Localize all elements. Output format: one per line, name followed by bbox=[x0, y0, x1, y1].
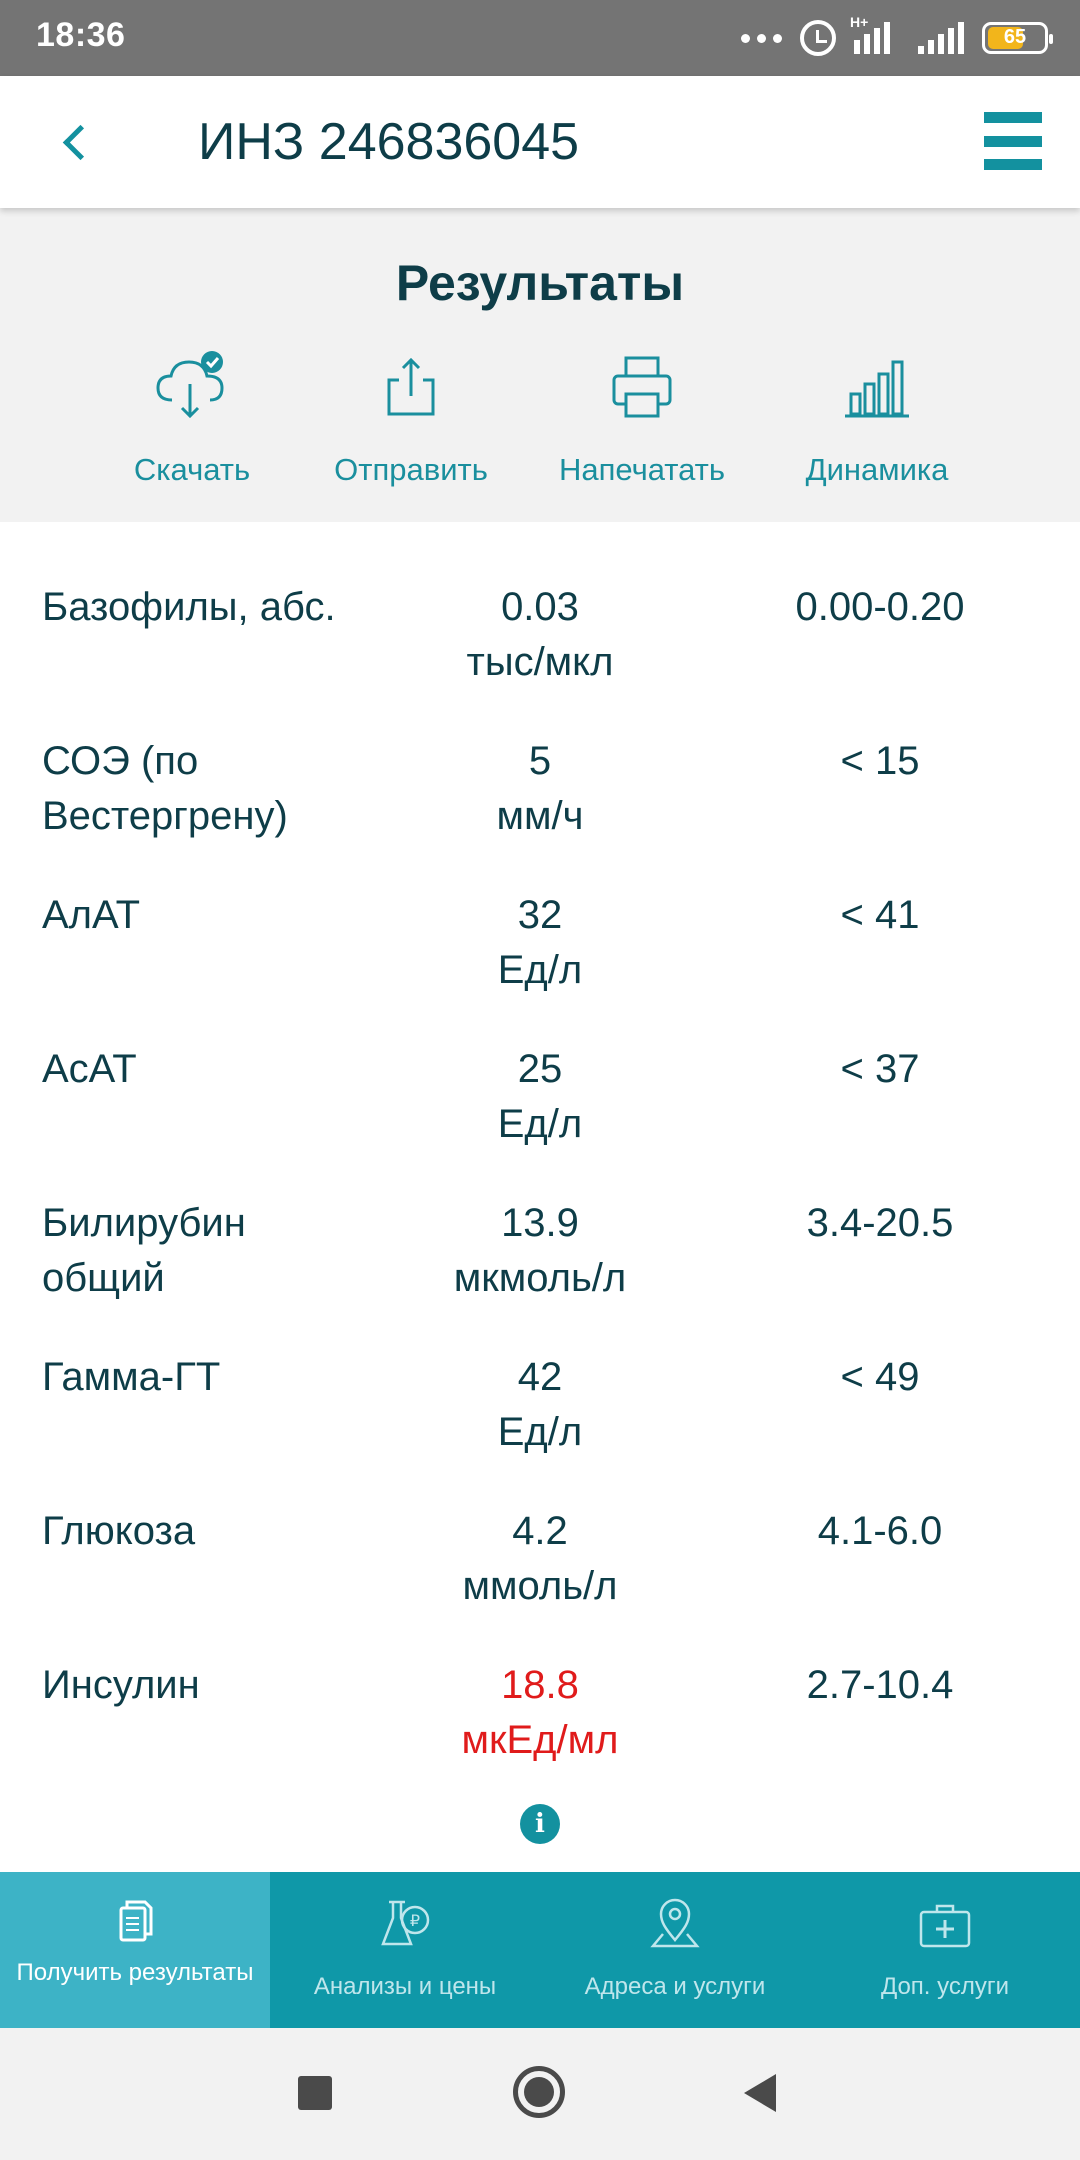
download-label: Скачать bbox=[133, 452, 251, 487]
nav-label: Адреса и услуги bbox=[584, 1973, 766, 2000]
nav-extra-services[interactable] bbox=[810, 1872, 1080, 2028]
value-unit: мм/ч bbox=[496, 794, 584, 838]
medkit-icon bbox=[915, 1894, 975, 1954]
result-value bbox=[390, 734, 690, 844]
info-icon[interactable]: i bbox=[520, 1804, 560, 1844]
results-actions bbox=[0, 348, 1080, 508]
result-reference: 3.4-20.5 bbox=[806, 1201, 954, 1245]
result-reference: < 37 bbox=[840, 1047, 920, 1091]
table-row[interactable] bbox=[0, 1350, 1080, 1504]
table-row[interactable] bbox=[0, 580, 1080, 734]
dynamics-label: Динамика bbox=[805, 452, 949, 487]
result-name: Гамма-ГТ bbox=[42, 1355, 221, 1399]
value-number: 5 bbox=[528, 739, 552, 783]
hamburger-menu-icon[interactable] bbox=[984, 112, 1042, 170]
result-name: Базофилы, абс. bbox=[42, 585, 336, 629]
value-unit: ммоль/л bbox=[462, 1564, 618, 1608]
nav-tests-prices[interactable] bbox=[270, 1872, 540, 2028]
bottom-nav bbox=[0, 1872, 1080, 2028]
value-unit: мкмоль/л bbox=[453, 1256, 627, 1300]
more-notifications-icon bbox=[741, 34, 782, 43]
result-value bbox=[390, 580, 690, 690]
value-number: 18.8 bbox=[501, 1663, 579, 1707]
nav-label: Анализы и цены bbox=[313, 1973, 497, 2000]
nav-get-results[interactable] bbox=[0, 1872, 270, 2028]
nav-label: Получить результаты bbox=[16, 1959, 254, 1986]
cloud-download-icon bbox=[152, 348, 232, 428]
result-value bbox=[390, 1196, 690, 1306]
value-unit: Ед/л bbox=[497, 1410, 583, 1454]
result-value-abnormal bbox=[390, 1658, 690, 1768]
table-row[interactable] bbox=[0, 1658, 1080, 1812]
value-unit: тыс/мкл bbox=[466, 640, 614, 684]
value-unit: Ед/л bbox=[497, 1102, 583, 1146]
result-value bbox=[390, 888, 690, 998]
home-icon[interactable] bbox=[513, 2066, 565, 2118]
mobile-signal-icon bbox=[850, 14, 900, 54]
table-row[interactable] bbox=[0, 1042, 1080, 1196]
flask-ruble-icon bbox=[375, 1894, 435, 1954]
result-value bbox=[390, 1042, 690, 1152]
result-name: Инсулин bbox=[42, 1663, 200, 1707]
result-value bbox=[390, 1350, 690, 1460]
result-name: АсАТ bbox=[42, 1047, 137, 1091]
map-pin-icon bbox=[645, 1894, 705, 1954]
print-label: Напечатать bbox=[558, 452, 726, 487]
table-row[interactable] bbox=[0, 1196, 1080, 1350]
table-row[interactable] bbox=[0, 734, 1080, 888]
result-reference: < 41 bbox=[840, 893, 920, 937]
printer-icon bbox=[602, 348, 682, 428]
results-panel bbox=[0, 208, 1080, 522]
value-number: 32 bbox=[517, 893, 563, 937]
status-bar bbox=[0, 0, 1080, 76]
value-unit: Ед/л bbox=[497, 948, 583, 992]
send-button[interactable] bbox=[301, 348, 521, 508]
result-value bbox=[390, 1504, 690, 1614]
documents-icon bbox=[105, 1894, 165, 1954]
table-row[interactable] bbox=[0, 888, 1080, 1042]
value-number: 0.03 bbox=[501, 585, 579, 629]
nav-label: Доп. услуги bbox=[880, 1973, 1010, 2000]
back-triangle-icon[interactable] bbox=[744, 2074, 776, 2112]
value-number: 25 bbox=[517, 1047, 563, 1091]
page-title: ИНЗ 246836045 bbox=[198, 113, 580, 171]
network-type-label: H+ bbox=[850, 14, 869, 30]
result-name: АлАТ bbox=[42, 893, 141, 937]
dynamics-button[interactable] bbox=[767, 348, 987, 508]
mobile-signal-icon-2 bbox=[918, 22, 964, 54]
status-time: 18:36 bbox=[36, 16, 126, 54]
system-nav-bar bbox=[0, 2028, 1080, 2160]
battery-icon bbox=[982, 22, 1048, 54]
nav-addresses-services[interactable] bbox=[540, 1872, 810, 2028]
download-button[interactable] bbox=[82, 348, 302, 508]
value-unit: мкЕд/мл bbox=[461, 1718, 619, 1762]
recent-apps-icon[interactable] bbox=[298, 2076, 332, 2110]
value-number: 4.2 bbox=[512, 1509, 568, 1553]
print-button[interactable] bbox=[532, 348, 752, 508]
result-name: Глюкоза bbox=[42, 1509, 196, 1553]
value-number: 13.9 bbox=[501, 1201, 579, 1245]
app-header bbox=[0, 76, 1080, 208]
bar-chart-icon bbox=[837, 348, 917, 428]
battery-level: 65 bbox=[1003, 26, 1027, 48]
result-reference: 0.00-0.20 bbox=[795, 585, 965, 629]
alarm-icon bbox=[800, 20, 836, 56]
share-upload-icon bbox=[371, 348, 451, 428]
result-reference: 4.1-6.0 bbox=[817, 1509, 943, 1553]
table-row[interactable] bbox=[0, 1504, 1080, 1658]
result-name: СОЭ (по Вестергрену) bbox=[42, 739, 288, 838]
status-icons bbox=[741, 14, 1048, 62]
svg-text:₽: ₽ bbox=[409, 1911, 421, 1930]
back-button[interactable] bbox=[56, 112, 96, 172]
value-number: 42 bbox=[517, 1355, 563, 1399]
result-name: Билирубин общий bbox=[42, 1201, 246, 1300]
results-table bbox=[0, 480, 1080, 1880]
result-reference: < 15 bbox=[840, 739, 920, 783]
result-reference: < 49 bbox=[840, 1355, 920, 1399]
send-label: Отправить bbox=[334, 452, 488, 487]
result-reference: 2.7-10.4 bbox=[806, 1663, 954, 1707]
results-title: Результаты bbox=[395, 255, 685, 311]
